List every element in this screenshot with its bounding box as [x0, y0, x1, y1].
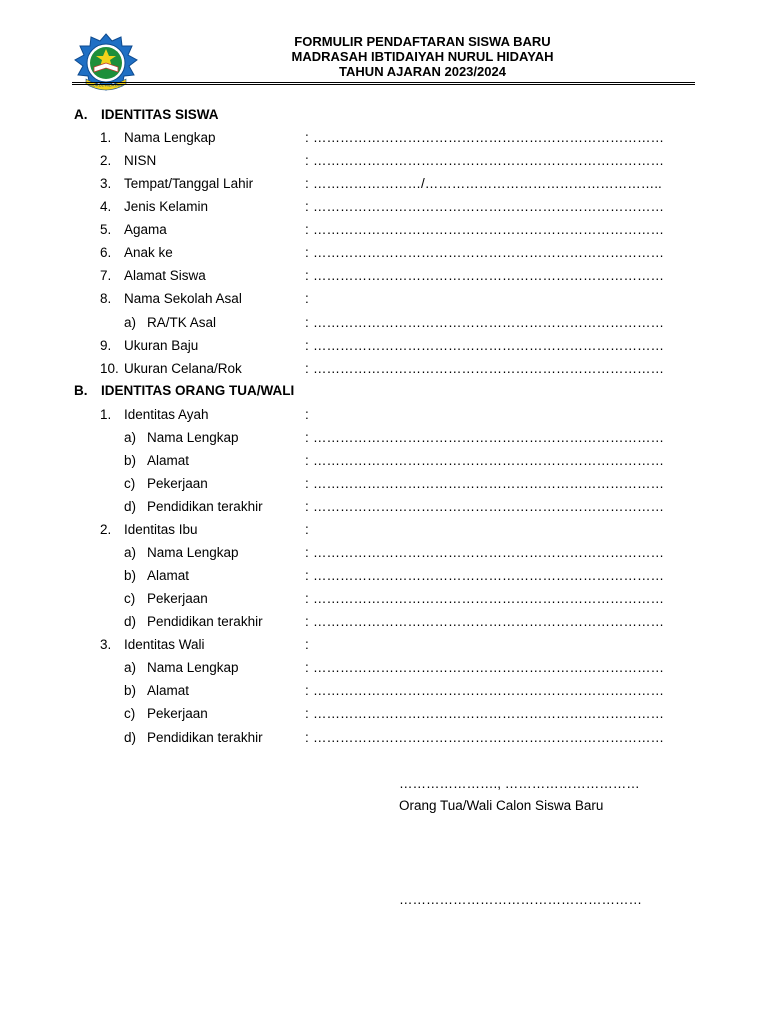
field-ayah-nama-lengkap[interactable]: a) Nama Lengkap : ……………………………………………………………………: [124, 430, 664, 445]
header-divider: [72, 82, 695, 83]
field-wali-pendidikan-terakhir[interactable]: d) Pendidikan terakhir : ……………………………………………………………………: [124, 730, 664, 745]
blank-fill-line[interactable]: ……………………………………………………………………: [313, 453, 664, 468]
field-nisn[interactable]: 2. NISN : ……………………………………………………………………: [100, 153, 664, 168]
field-wali-pekerjaan[interactable]: c) Pekerjaan : ……………………………………………………………………: [124, 706, 664, 721]
field-ra-tk-asal[interactable]: a) RA/TK Asal : ……………………………………………………………………: [124, 315, 664, 330]
field-jenis-kelamin[interactable]: 4. Jenis Kelamin : ……………………………………………………………………: [100, 199, 664, 214]
field-anak-ke[interactable]: 6. Anak ke : ……………………………………………………………………: [100, 245, 664, 260]
blank-fill-line[interactable]: ……………………………………………………………………: [313, 338, 664, 353]
section-a-heading: A. IDENTITAS SISWA: [74, 107, 219, 122]
group-identitas-ibu: 2. Identitas Ibu :: [100, 522, 309, 537]
group-identitas-wali: 3. Identitas Wali :: [100, 637, 309, 652]
field-wali-nama-lengkap[interactable]: a) Nama Lengkap : ……………………………………………………………………: [124, 660, 664, 675]
blank-fill-line[interactable]: ……………………………………………………………………: [313, 499, 664, 514]
signature-place-date[interactable]: …………………., …………………………: [399, 776, 640, 791]
field-ibu-alamat[interactable]: b) Alamat : ……………………………………………………………………: [124, 568, 664, 583]
blank-fill-line[interactable]: ……………………………………………………………………: [313, 660, 664, 675]
field-ibu-pekerjaan[interactable]: c) Pekerjaan : ……………………………………………………………………: [124, 591, 664, 606]
field-tempat-tanggal-lahir[interactable]: 3. Tempat/Tanggal Lahir : ……………………/……………………………………………..: [100, 176, 662, 191]
blank-fill-line[interactable]: ……………………………………………………………………: [313, 591, 664, 606]
field-alamat-siswa[interactable]: 7. Alamat Siswa : ……………………………………………………………………: [100, 268, 664, 283]
blank-fill-line[interactable]: ……………………………………………………………………: [313, 476, 664, 491]
blank-fill-line[interactable]: ……………………………………………………………………: [313, 361, 664, 376]
blank-fill-line[interactable]: ……………………………………………………………………: [313, 245, 664, 260]
blank-fill-line[interactable]: ……………………………………………………………………: [313, 222, 664, 237]
field-ayah-alamat[interactable]: b) Alamat : ……………………………………………………………………: [124, 453, 664, 468]
field-ibu-nama-lengkap[interactable]: a) Nama Lengkap : ……………………………………………………………………: [124, 545, 664, 560]
blank-fill-line[interactable]: ……………………………………………………………………: [313, 130, 664, 145]
section-b-heading: B. IDENTITAS ORANG TUA/WALI: [74, 383, 295, 398]
svg-text:NURUL HIDAYAH: NURUL HIDAYAH: [90, 82, 122, 88]
field-ukuran-celana-rok[interactable]: 10. Ukuran Celana/Rok : ……………………………………………………………………: [100, 361, 664, 376]
blank-fill-line[interactable]: ……………………………………………………………………: [313, 730, 664, 745]
field-ayah-pendidikan-terakhir[interactable]: d) Pendidikan terakhir : ……………………………………………………………………: [124, 499, 664, 514]
header-divider-thin: [72, 84, 695, 85]
school-logo: [72, 33, 140, 95]
form-header: [150, 34, 695, 79]
blank-fill-line[interactable]: ……………………………………………………………………: [313, 315, 664, 330]
signature-name-line[interactable]: ………………………………………………: [399, 892, 642, 907]
header-title: FORMULIR PENDAFTARAN SISWA BARU: [294, 34, 551, 49]
field-nama-lengkap-siswa[interactable]: 1. Nama Lengkap : ……………………………………………………………………: [100, 130, 664, 145]
field-ukuran-baju[interactable]: 9. Ukuran Baju : ……………………………………………………………………: [100, 338, 664, 353]
blank-fill-line[interactable]: ……………………………………………………………………: [313, 568, 664, 583]
header-school-name: MADRASAH IBTIDAIYAH NURUL HIDAYAH: [291, 49, 554, 64]
signature-role: Orang Tua/Wali Calon Siswa Baru: [399, 798, 604, 813]
blank-fill-line[interactable]: ……………………………………………………………………: [313, 199, 664, 214]
blank-fill-line[interactable]: ……………………………………………………………………: [313, 683, 664, 698]
blank-fill-line[interactable]: ……………………………………………………………………: [313, 268, 664, 283]
header-academic-year: TAHUN AJARAN 2023/2024: [339, 64, 506, 79]
blank-fill-line[interactable]: ……………………………………………………………………: [313, 430, 664, 445]
blank-fill-line[interactable]: ……………………………………………………………………: [313, 706, 664, 721]
blank-fill-date[interactable]: ……………………/……………………………………………..: [313, 176, 662, 191]
blank-fill-line[interactable]: ……………………………………………………………………: [313, 614, 664, 629]
blank-fill-line[interactable]: ……………………………………………………………………: [313, 545, 664, 560]
field-nama-sekolah-asal: 8. Nama Sekolah Asal :: [100, 291, 309, 306]
group-identitas-ayah: 1. Identitas Ayah :: [100, 407, 309, 422]
blank-fill-line[interactable]: ……………………………………………………………………: [313, 153, 664, 168]
field-ibu-pendidikan-terakhir[interactable]: d) Pendidikan terakhir : ……………………………………………………………………: [124, 614, 664, 629]
field-ayah-pekerjaan[interactable]: c) Pekerjaan : ……………………………………………………………………: [124, 476, 664, 491]
field-wali-alamat[interactable]: b) Alamat : ……………………………………………………………………: [124, 683, 664, 698]
field-agama[interactable]: 5. Agama : ……………………………………………………………………: [100, 222, 664, 237]
